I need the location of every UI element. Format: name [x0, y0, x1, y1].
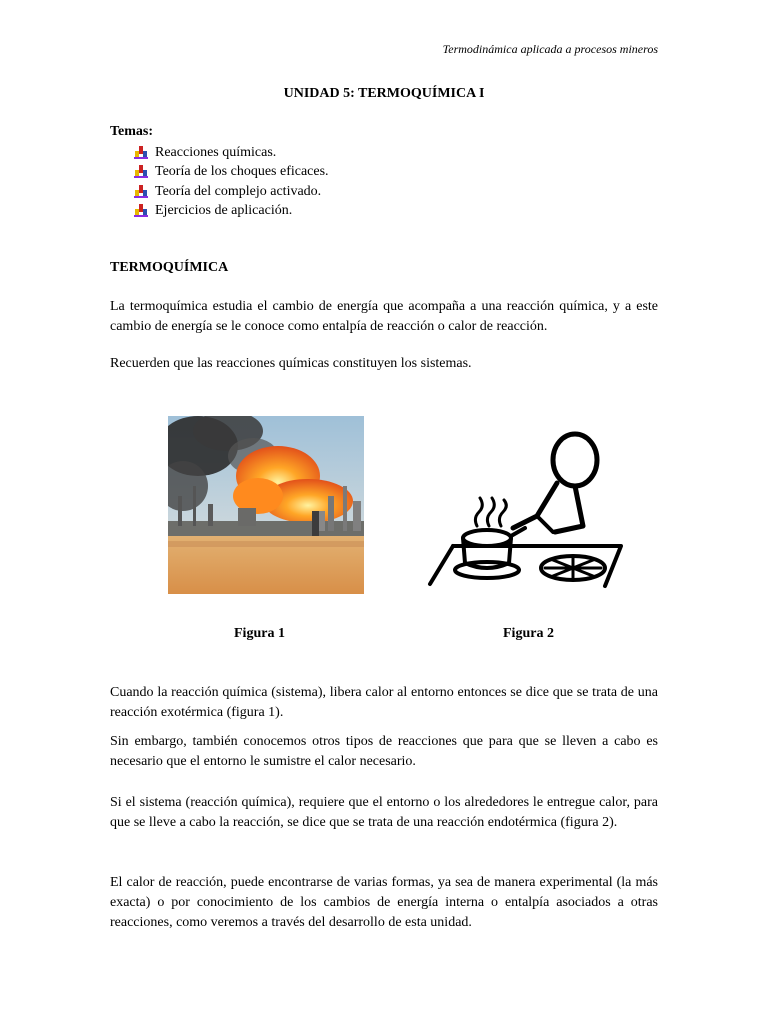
paragraph: Si el sistema (reacción química), requiere que el entorno o los alrededores le entregue calor, para que se lleve a cabo la reacción, se dice que se trata de una reacción endotérmica (figura 2). — [110, 795, 658, 830]
figure-2-caption: Figura 2 — [503, 626, 554, 641]
topic-item — [133, 182, 329, 202]
paragraph: La termoquímica estudia el cambio de energía que acompaña a una reacción química, y a este cambio de energía se le conoce como entalpía de reacción o calor de reacción. — [110, 299, 658, 334]
refinery-flare-image — [168, 416, 364, 594]
paragraph: Recuerden que las reacciones químicas constituyen los sistemas. — [110, 356, 472, 371]
person-cooking-drawing — [425, 428, 630, 593]
topic-text: Reacciones químicas. — [155, 144, 277, 160]
arrow-bullet-icon — [133, 164, 149, 180]
topic-text: Teoría de los choques eficaces. — [155, 164, 329, 180]
paragraph: Sin embargo, también conocemos otros tipos de reacciones que para que se lleven a cabo es necesario que el entorno le sumistre el calor necesario. — [110, 734, 658, 769]
topic-item — [133, 202, 329, 222]
figure-1-caption: Figura 1 — [234, 626, 285, 641]
section-title: TERMOQUÍMICA — [110, 260, 229, 275]
arrow-bullet-icon — [133, 203, 149, 219]
topics-list — [133, 143, 329, 221]
arrow-bullet-icon — [133, 145, 149, 161]
topics-label: Temas: — [110, 124, 154, 139]
paragraph: Cuando la reacción química (sistema), libera calor al entorno entonces se dice que se trata de una reacción exotérmica (figura 1). — [110, 685, 658, 720]
topic-item — [133, 143, 329, 163]
topic-item — [133, 163, 329, 183]
paragraph: El calor de reacción, puede encontrarse de varias formas, ya sea de manera experimental (la más exacta) o por conocimiento de los cambios de energía interna o entalpía asociados a otras reacciones, como veremos a través del desarrollo de esta unidad. — [110, 875, 658, 930]
arrow-bullet-icon — [133, 184, 149, 200]
unit-title: UNIDAD 5: TERMOQUÍMICA I — [283, 86, 485, 101]
topic-text: Ejercicios de aplicación. — [155, 203, 293, 219]
topic-text: Teoría del complejo activado. — [155, 183, 322, 199]
running-header: Termodinámica aplicada a procesos mineros — [442, 42, 658, 56]
